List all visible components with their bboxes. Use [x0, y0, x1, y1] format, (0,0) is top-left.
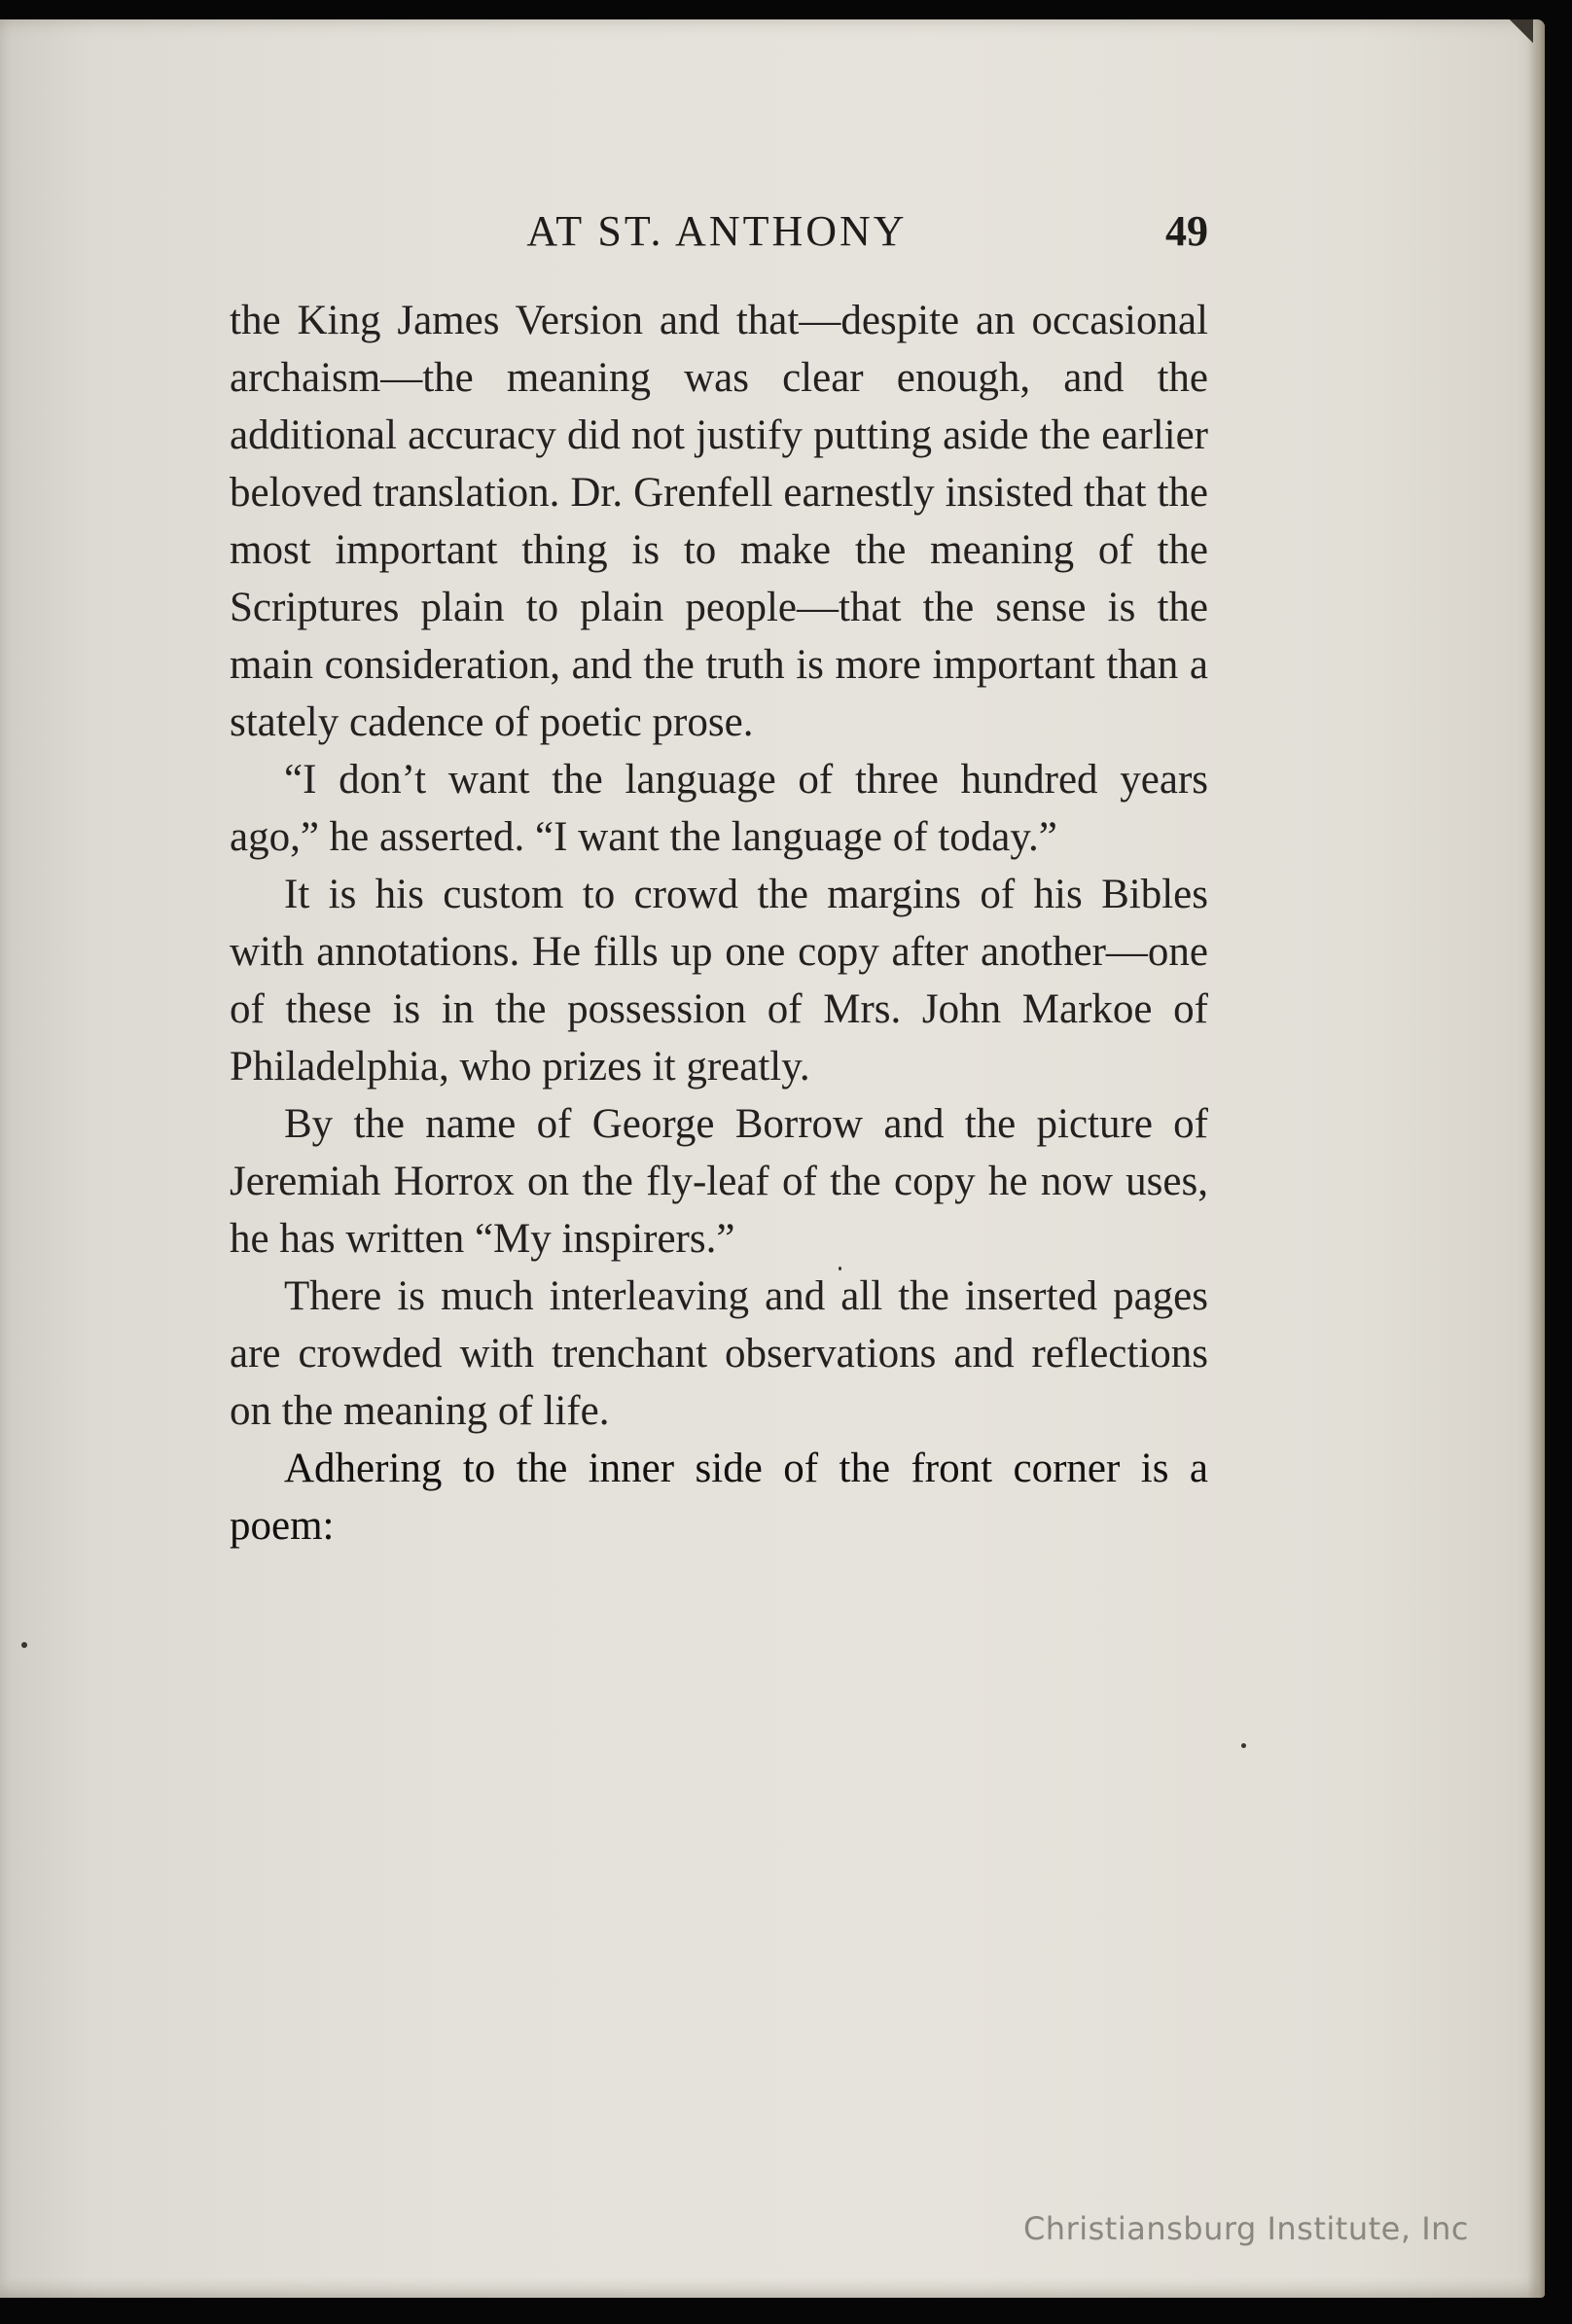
- page-edge-shadow: [1527, 19, 1545, 2298]
- watermark: Christiansburg Institute, Inc: [1022, 2210, 1469, 2247]
- running-head-title: AT ST. ANTHONY: [526, 207, 908, 255]
- running-header: [226, 206, 1208, 265]
- book-page: [0, 19, 1545, 2298]
- body-text: [230, 292, 1208, 1555]
- page-corner: [1510, 19, 1533, 43]
- paragraph: the King James Version and that—despite an occasional archaism—the meaning was clear enough, and the additional accuracy did not justify putting aside the earlier beloved translation. Dr. Grenfell earnestly insisted that the most important thing is to make the meaning of the Scriptures plain to plain people—that the sense is the main consideration, and the truth is more important than a stately cadence of poetic prose.: [230, 298, 1208, 745]
- paragraph: By the name of George Borrow and the picture of Jeremiah Horrox on the fly-leaf of the copy he now uses, he has written “My inspirers.”: [230, 1101, 1208, 1262]
- page-number: 49: [1165, 207, 1208, 255]
- paragraph: There is much interleaving and all the inserted pages are crowded with trenchant observations and reflections on the meaning of life.: [230, 1273, 1208, 1434]
- paragraph: “I don’t want the language of three hundred years ago,” he asserted. “I want the language of today.”: [230, 757, 1208, 860]
- paragraph: Adhering to the inner side of the front corner is a poem:: [230, 1446, 1208, 1549]
- paragraph: It is his custom to crowd the margins of his Bibles with annotations. He fills up one copy after another—one of these is in the possession of Mrs. John Markoe of Philadelphia, who prizes it greatly.: [230, 872, 1208, 1090]
- paper-speck: [1241, 1743, 1246, 1748]
- paper-speck: [21, 1642, 27, 1648]
- paper-speck: [839, 1267, 841, 1270]
